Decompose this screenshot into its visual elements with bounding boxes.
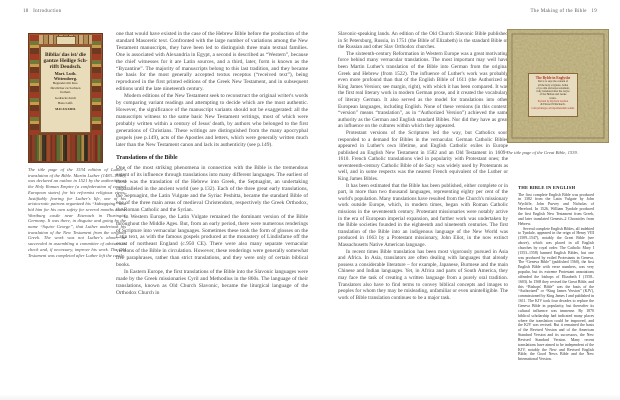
figure-text-line: Wittemberg. <box>53 76 78 82</box>
great-bible-title-page-image <box>508 30 608 142</box>
left-section-title: Introduction <box>33 9 62 14</box>
left-figure-caption: The title page of the 1534 edition of Luther's translation of the Bible. Martin Luther (1483–1546), was declared an outlaw in 1521 by the authorities of the Holy Roman Empire (a confederation of central European states) for his reformist religious views. Justifiably fearing for Luther's life, one of his aristocratic patrons organized his “kidnapping” and hid him for his own safety for several months at the Wartburg castle near Eisenach in Thuringia, Germany. It was there, in disguise and going by the name “Squire George”, that Luther undertook his translation of the New Testament from the original Greek. The work was not Luther's alone; he succeeded in assembling a committee of advisers to check and, if necessary, improve his work. The Old Testament was completed after Luther left the castle. <box>28 167 126 258</box>
paragraph: In Western Europe, the Latin Vulgate remained the dominant version of the Bible throughout the Middle Ages. But, from an early period, there were numerous renderings of Scripture into vernacular languages. Sometimes these took the form of glosses on the Latin text, as with the famous gospels produced at the monastery of Lindisfarne off the coast of northeast England (c.950 CE). There were also many separate vernacular versions of the Bible in circulation. However, these renderings were generally somewhat free paraphrases, rather than strict translations, and they were only of certain biblical books. <box>116 213 308 269</box>
figure-woodcut-scene <box>30 135 101 161</box>
figure-text-line: that is to saye the content of <box>537 80 569 84</box>
sidebar-bible-in-english <box>518 185 594 369</box>
sidebar-heading: THE BIBLE IN ENGLISH <box>518 185 576 190</box>
paragraph: The first complete English Bible was produced in 1382 from the Latin Vulgate by John Wycliffe, John Purvey and Nicholas of Hereford. In 1526, William Tyndale produced the first English New Testament from Greek, and later translated Genesis–2 Chronicles from Hebrew. <box>518 192 594 226</box>
paragraph: The sixteenth-century Reformation in Western Europe was a great motivating force behind many vernacular translations. The most important may well have been Martin Luther's translation of the Bible into German from the original Greek and Hebrew (from 1522). The influence of Luther's work was probably even more profound than that of the English Bible of 1611 (the Authorized or King James Version; see margin, right), with which it has been compared. It was the first real literary work in modern German prose, and it created the vocabulary of literary German. It also served as the model for translations into other European languages, including English. None of these versions (in this context, “version” means “translation”, as in “Authorized Version”) achieved the same authority as the German and English standard Bibles. Nor did they have as great an influence on the cultures within which they appeared. <box>338 50 508 130</box>
figure-text-line: Gedruckt durch <box>54 96 77 101</box>
figure-text-line: textes. <box>549 96 557 100</box>
paragraph: Protestant versions of the Scriptures led the way, but Catholics soon responded to a demand for Bibles in the vernacular. German Catholic Bibles appeared in Luther's own lifetime, and English Catholic exiles in Europe published an English New Testament in 1582 and an Old Testament in 1609–1610. French Catholic translations vied in popularity with Protestant ones; the seventeenth-century Catholic Bible of de Sacy was widely used by Protestants as well, and in some respects was the nearest French equivalent of the Luther or King James Bibles. <box>338 129 508 183</box>
right-figure-caption: The title page of the Great Bible, 1539. <box>506 150 578 155</box>
right-running-head <box>530 9 600 14</box>
left-text-column <box>116 31 308 365</box>
right-text-column <box>338 31 508 364</box>
figure-text-line: rifft Deudsch. <box>49 64 82 71</box>
paragraph: It has been estimated that the Bible has been published, either complete or in part, in more than two thousand languages, representing eighty per cent of the world's population. Many translations have resulted from the Church's missionary work outside Europe, which, in modern times, began with Roman Catholic missions in the seventeenth century. Protestant missionaries were notably active in the era of European imperial expansion, and further work was undertaken by the Bible societies founded in the eighteenth and nineteenth centuries. The first translation of the Bible into an indigenous language of the New World was produced in 1663 by a Protestant missionary, John Eliot, in the now extinct Massachusetts Native American language. <box>338 182 508 248</box>
figure-text-line: & Edward Whitchurch. <box>540 103 566 107</box>
left-running-head <box>20 9 62 14</box>
figure-text-line: freiheit. <box>60 90 71 95</box>
figure-cartouche <box>56 36 76 45</box>
paragraph: one that would have existed in the case of the Hebrew Bible before the production of the standard Masoretic text. Confronted with the large number of variations among the New Testament manuscripts, they have been led to distinguish three main textual families. One is associated with Alexandria in Egypt, a second is described as “Western”, because the chief witnesses for it are Latin sources, and a third, later, form is known as the “Byzantine”. The majority of manuscripts belong to this last tradition, and they became the basis for the most generally accepted textus receptus (“received text”), being reproduced in the first printed editions of the Greek New Testament, and in subsequent editions until the late nineteenth century. <box>116 31 308 93</box>
paragraph: Modern editions of the New Testament seek to reconstruct the original writer's words by comparing variant readings and attempting to decide which are the most authentic. However, the significance of the manuscript variants should not be exaggerated: all the manuscripts witness to the same basic New Testament writings, most of which were probably written within a century of Jesus' death, by authors who belonged to the first generations of Christians. These writings are distinguished from the many apocryphal gospels (see p.149), acts of the Apostles and letters, which were generally written much later than the New Testament canon and lack its authenticity (see p.149). <box>116 93 308 148</box>
figure-text-line: fürstlicher zu Sachsen <box>50 85 81 90</box>
paragraph: Several complete English Bibles, all indebted to Tyndale, appeared in the reign of Henry VIII (1509–1547), notably the Great Bible (see above), which was placed in all English churches by royal order. The Catholic Mary I (1553–1558) banned English Bibles, but one was produced by exiled Protestants in Geneva. The “Geneva Bible” (published 1560), the first English Bible with verse numbers, was very popular, but its extreme Protestant annotations offended the bishops of Elizabeth I (1558–1603). In 1568 they revised the Great Bible, and this “Bishops' Bible” was the basis of the “Authorized” or “King James Version” (KJV), commissioned by King James I and published in 1611. The KJV took four decades to replace the Geneva Bible in popularity, but thereafter its cultural influence was immense. By 1870 biblical scholarship had indicated many places where the translation could be improved, and the KJV was revised. But it remained the basis of the Revised Version and of the American Standard Version and its successors, the New Revised Standard Version. Many recent translations have aimed to be independent of the KJV, notably the New and Revised English Bible, the Good News Bible and the New International Version. <box>518 226 594 362</box>
figure-text-line: Cum priuilegio ad imprimendum solum. <box>531 106 575 110</box>
luther-bible-title-page-image <box>28 33 103 163</box>
figure-text-line: of ye olde and newe testament, <box>536 86 570 90</box>
right-paragraphs <box>338 31 508 301</box>
luther-title-text-panel <box>40 46 91 133</box>
figure-text-line: Begnadet mit Kur- <box>52 81 79 86</box>
great-bible-title-text-panel <box>528 73 578 117</box>
left-paragraphs-bottom <box>116 165 308 296</box>
paragraph: Slavonic-speaking lands. An edition of the Old Church Slavonic Bible published in St Petersburg, Russia, in 1751 (the Bible of Elizabeth) is the standard Bible of the Russian and other Slav Orthodox churches. <box>338 31 508 51</box>
left-paragraphs-top <box>116 31 308 148</box>
figure-text-line: truly translated after the veryte <box>536 90 570 94</box>
paragraph: One of the most striking phenomena in connection with the Bible is the tremendous extent of its influence through translations into many different languages. The earliest of these was the translation of the Hebrew into Greek, the Septuagint, an undertaking unparalleled in the ancient world (see p.132). Each of the three great early translations, the Septuagint, the Latin Vulgate and the Syriac Peshitta, became the standard Bible of one of the three main areas of medieval Christendom, respectively the Greek Orthodox, the Roman Catholic and the Syrian. <box>116 165 308 213</box>
paragraph: In Eastern Europe, the first translations of the Bible into the Slavonic languages were made by the Greek missionaries Cyril and Methodius in the 860s. The language of their translations, known as Old Church Slavonic, became the liturgical language of the Orthodox Church in <box>116 269 308 296</box>
figure-text-line: all the holy scrypture, bothe <box>537 83 569 87</box>
right-page-number: 19 <box>591 9 597 14</box>
figure-text-line: Biblia/ das ist/ die <box>45 52 86 58</box>
figure-text-line: gantze Heilige Sch- <box>43 58 88 65</box>
figure-text-line: M.D.XXXIIII. <box>55 106 76 111</box>
section-heading: Translations of the Bible <box>116 155 178 162</box>
right-section-title: The Making of the Bible <box>530 9 587 14</box>
figure-text-line: Prynted by Rychard Grafton <box>537 99 569 103</box>
paragraph: In recent times Bible translation has been most vigorously pursued in Asia and Africa. In Asia, translators are often dealing with languages that already possess a considerable literature – for example, Japanese, Burmese and the main Chinese and Indian languages. Yet, in Africa and parts of South America, they may face the task of creating a written language from a purely oral tradition. Translators also have to find terms to convey biblical concepts and images to peoples for whom they may be misleading, unfamiliar or even unintelligible. The work of Bible translation continues to be a major task. <box>338 248 508 301</box>
figure-text-line: Mart. Luth. <box>54 70 77 76</box>
figure-text-line: The Byble in Englyshe <box>535 76 571 80</box>
sidebar-paragraphs <box>518 193 594 363</box>
figure-text-line: of the Hebrue and Greke <box>539 93 567 97</box>
left-page-number: 18 <box>23 9 29 14</box>
figure-text-line: Hans Lufft. <box>57 100 74 105</box>
